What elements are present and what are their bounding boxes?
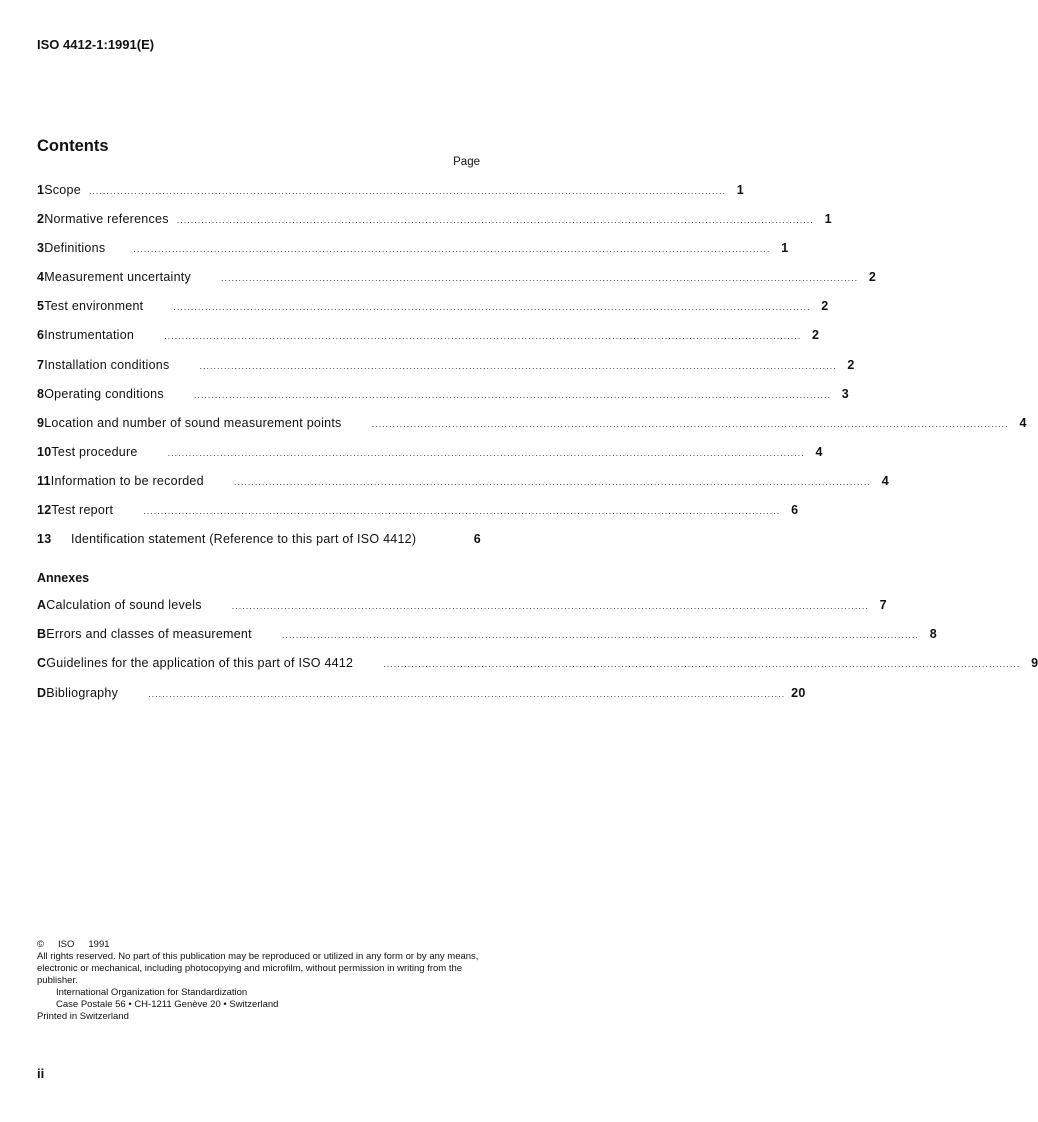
toc-entry[interactable] [37,328,820,346]
toc-entry-page: 4 [1019,416,1027,430]
page-column-label: Page [453,156,480,168]
annex-title: Errors and classes of measurement [46,627,252,641]
annex-letter: D [37,686,47,700]
toc-entry-number: 10 [37,445,52,459]
leader-dots: ...................................................................................................................................................................................... [383,659,1021,669]
toc-entry-page: 1 [781,241,789,255]
toc-entry-title: Test procedure [51,445,138,459]
toc-entry-number: 12 [37,503,52,517]
toc-annex-entry[interactable] [37,598,887,616]
toc-entry[interactable] [37,445,823,463]
organization-name: International Organization for Standardization [56,987,248,998]
toc-entry[interactable] [37,503,799,521]
leader-dots: ...................................................................................................................................................................................... [88,186,726,196]
annex-page: 9 [1031,656,1038,670]
leader-dots: ...................................................................................................................................................................................... [281,630,919,640]
leader-dots: ...................................................................................................................................................................................... [164,331,802,341]
toc-entry-page: 2 [847,358,855,372]
annex-title: Guidelines for the application of this part of ISO 4412 [46,656,354,670]
toc-entry-page: 6 [473,532,481,546]
leader-dots: ...................................................................................................................................................................................... [233,477,871,487]
page-number: ii [37,1066,45,1081]
leader-dots: ...................................................................................................................................................................................... [371,419,1009,429]
toc-entry-page: 2 [812,328,820,342]
leader-dots: ...................................................................................................................................................................................... [176,215,814,225]
toc-entry-title: Identification statement (Reference to this part of ISO 4412) [71,532,417,546]
toc-entry-number: 1 [37,183,45,197]
leader-dots: ...................................................................................................................................................................................... [133,244,771,254]
copyright-footer [37,939,483,1023]
toc-entry[interactable] [37,212,832,230]
annex-letter: B [37,627,47,641]
copyright-icon: © [37,939,44,950]
toc-entry[interactable] [37,183,744,201]
toc-entry-title: Definitions [44,241,106,255]
toc-entry-number: 4 [37,270,45,284]
copyright-line [37,939,483,951]
toc-entry-title: Measurement uncertainty [44,270,191,284]
rights-statement: All rights reserved. No part of this publication may be reproduced or utilized in any form or by any means, electronic or mechanical, including photocopying and microfilm, without permission in writing from the publisher. [37,951,479,986]
printed-in: Printed in Switzerland [37,1011,129,1022]
toc-entry-number: 6 [37,328,45,342]
toc-entry[interactable] [37,299,829,317]
toc-entry-title: Location and number of sound measurement points [44,416,342,430]
toc-entry-page: 1 [824,212,832,226]
toc-entry-title: Test report [51,503,114,517]
toc-entry-title: Test environment [44,299,144,313]
toc-entry-page: 3 [841,387,849,401]
toc-entry-title: Instrumentation [44,328,135,342]
toc-annex-entry[interactable] [37,627,937,645]
toc-entry-number: 3 [37,241,45,255]
toc-entry-number: 5 [37,299,45,313]
annex-page: 20 [791,686,806,700]
leader-dots: ...................................................................................................................................................................................... [231,601,869,611]
leader-dots: ...................................................................................................................................................................................... [199,361,837,371]
copyright-org: ISO [58,939,75,950]
toc-entry[interactable] [37,416,1027,434]
toc-entry-page: 1 [736,183,744,197]
toc-entry-title: Information to be recorded [50,474,204,488]
annexes-heading: Annexes [37,571,90,585]
toc-entry-page: 2 [868,270,877,284]
toc-entry-page: 2 [821,299,829,313]
toc-entry-title: Operating conditions [44,387,164,401]
toc-entry-number: 8 [37,387,45,401]
toc-entry-title: Scope [44,183,81,197]
leader-dots: ...................................................................................................................................................................................... [193,390,831,400]
toc-entry-number: 11 [37,474,51,488]
leader-dots: ...................................................................................................................................................................................... [173,302,811,312]
toc-entry-number: 9 [37,416,45,430]
copyright-year: 1991 [88,939,110,950]
toc-entry-page: 4 [881,474,889,488]
organization-address: Case Postale 56 • CH-1211 Genève 20 • Switzerland [56,999,279,1010]
annex-page: 7 [879,598,887,612]
annex-title: Calculation of sound levels [46,598,202,612]
toc-entry-number: 2 [37,212,45,226]
toc-entry[interactable] [37,270,877,288]
toc-entry-number: 7 [37,358,45,372]
leader-dots: ...................................................................................................................................................................................... [167,448,805,458]
annex-title: Bibliography [46,686,119,700]
toc-entry-title: Installation conditions [44,358,170,372]
annex-letter: C [37,656,47,670]
toc-annex-entry[interactable] [37,686,806,704]
leader-dots: ...................................................................................................................................................................................... [221,273,859,283]
annex-page: 8 [929,627,937,641]
contents-heading: Contents [37,137,109,155]
annex-letter: A [37,598,47,612]
toc-entry-page: 6 [791,503,799,517]
document-id: ISO 4412-1:1991(E) [37,37,155,52]
toc-entry[interactable] [37,387,849,405]
leader-dots: ...................................................................................................................................................................................... [143,506,781,516]
toc-entry[interactable] [37,532,481,550]
leader-dots: ...................................................................................................................................................................................... [148,689,786,699]
toc-entry-title: Normative references [44,212,169,226]
toc-entry-page: 4 [815,445,823,459]
toc-entry[interactable] [37,474,889,492]
toc-annex-entry[interactable] [37,656,1038,674]
toc-entry[interactable] [37,241,789,259]
toc-entry[interactable] [37,358,855,376]
toc-entry-number: 13 [37,532,52,546]
